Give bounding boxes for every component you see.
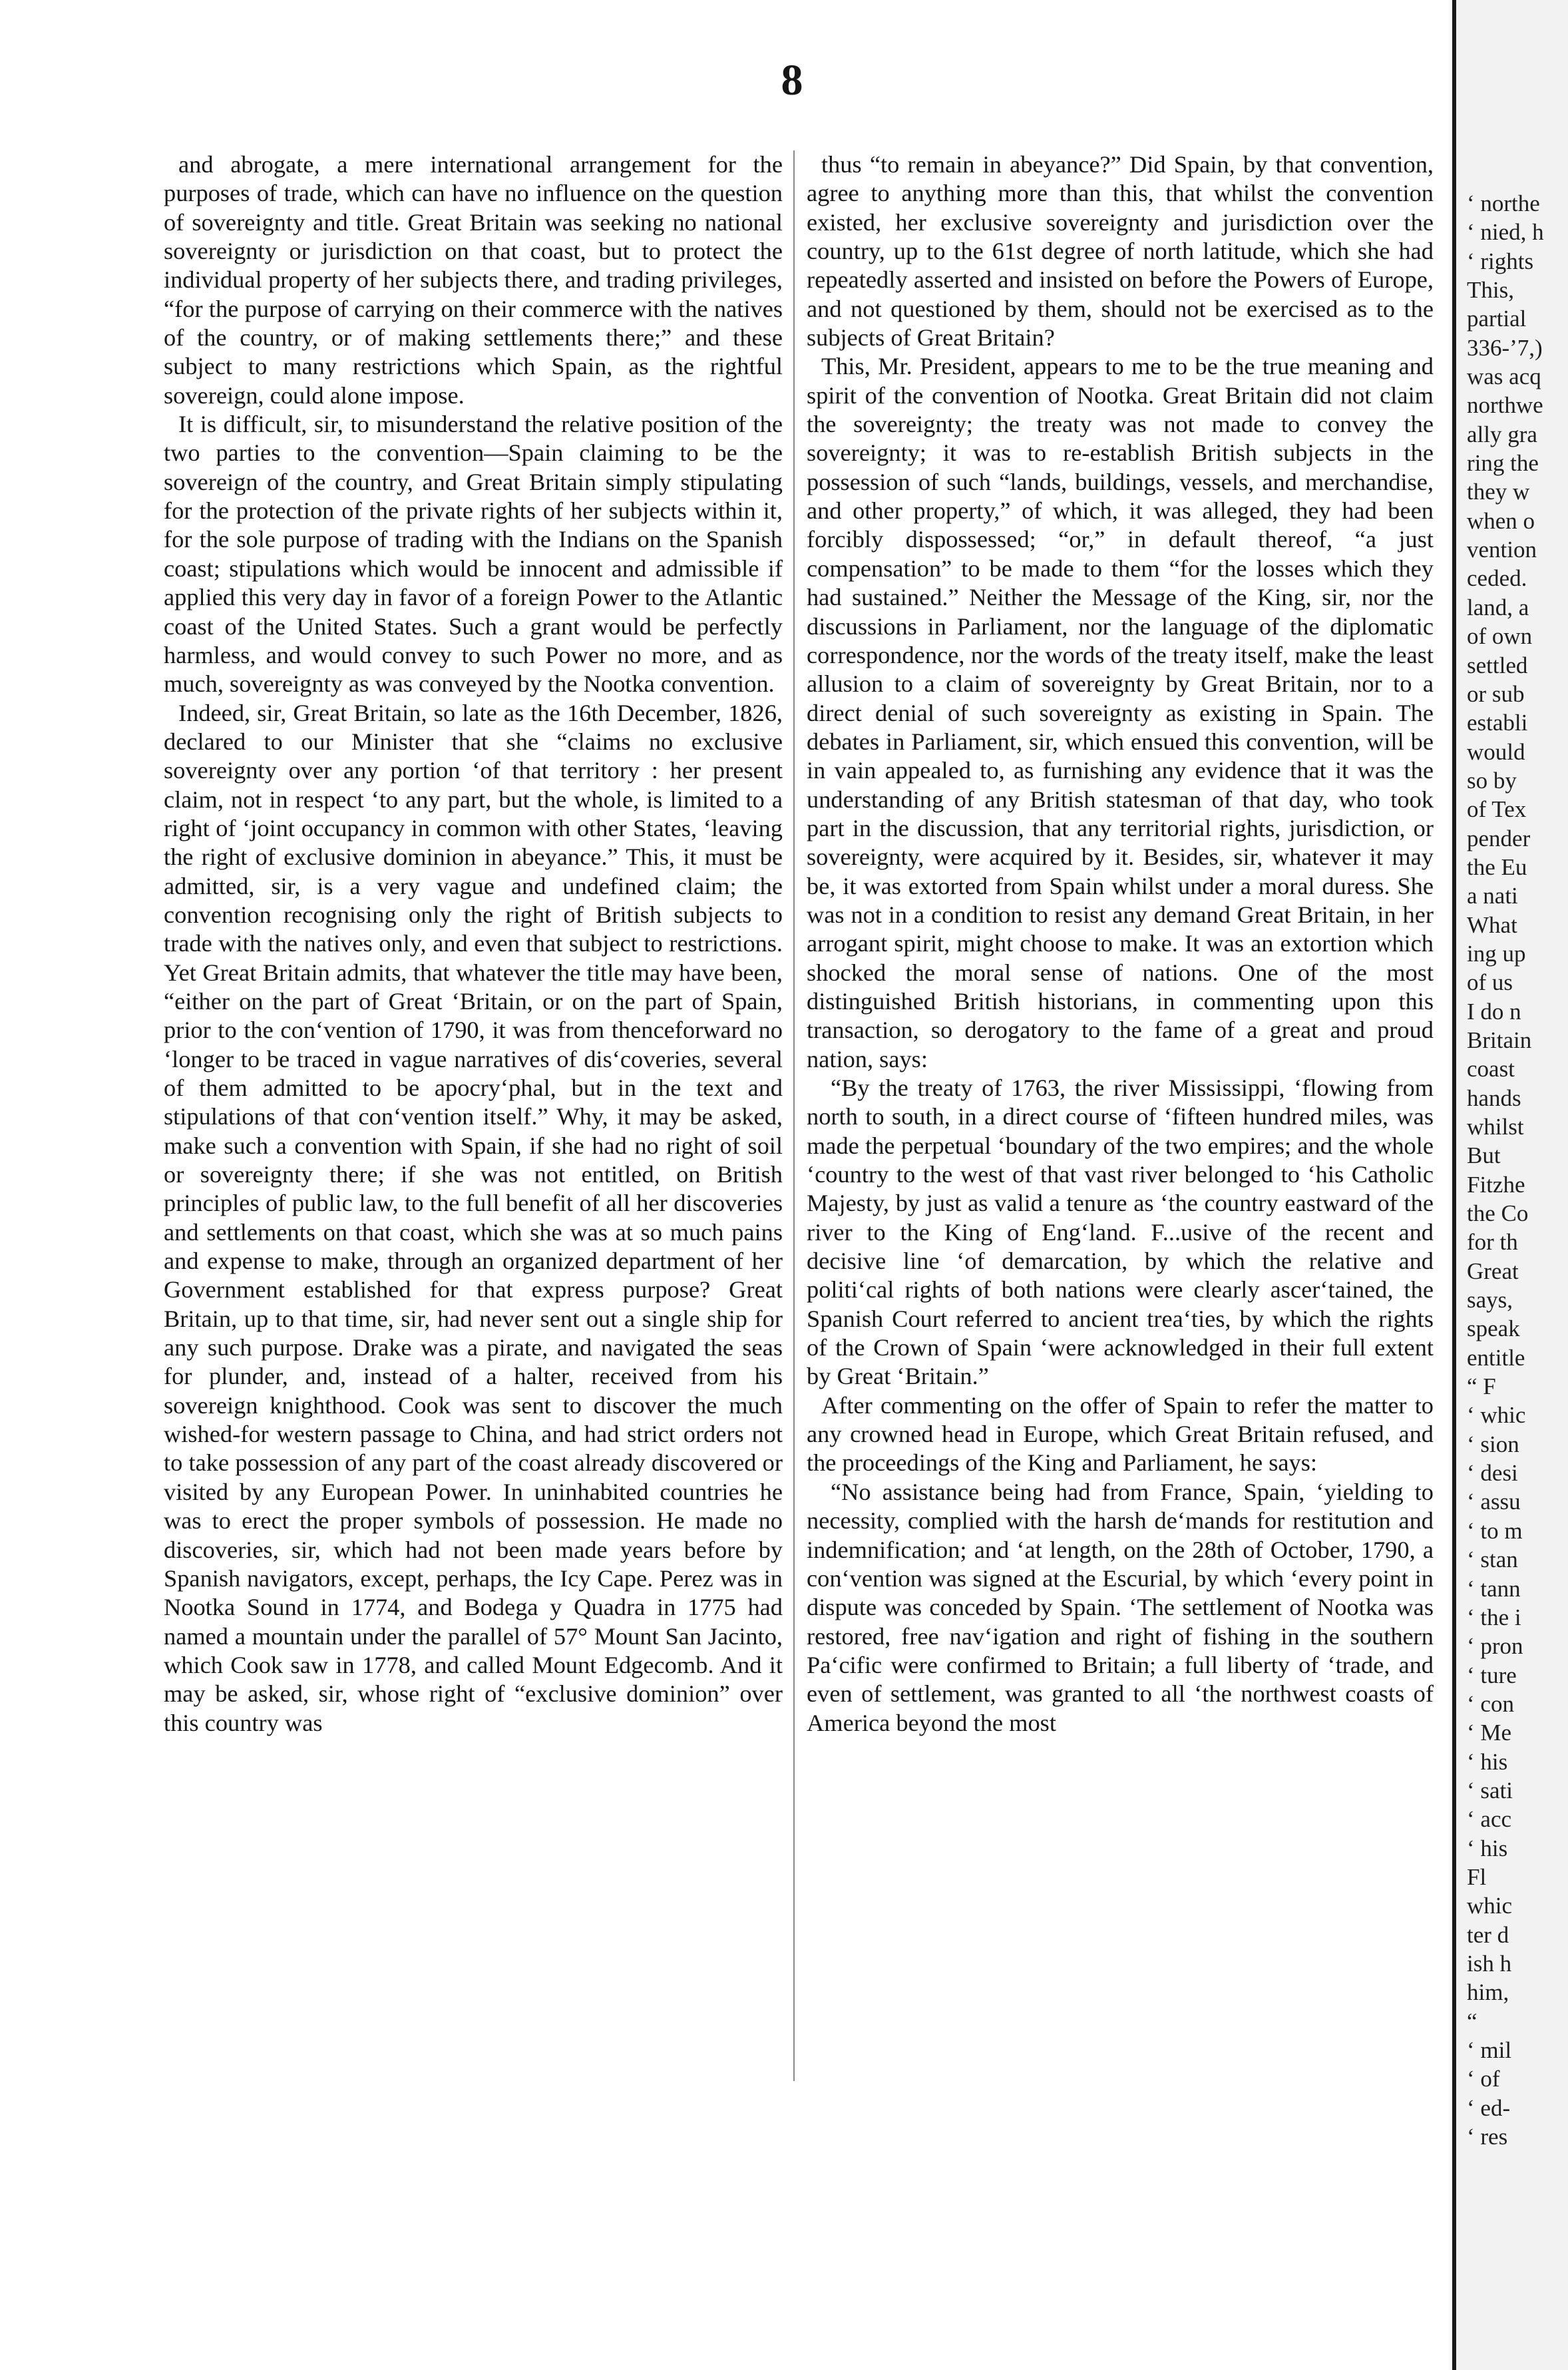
fold-fragment-line: “ — [1467, 2008, 1477, 2034]
fold-fragment-line: Fitzhe — [1467, 1171, 1525, 1198]
fold-fragment-line: This, — [1467, 277, 1514, 304]
fold-fragment-line: was acq — [1467, 363, 1541, 390]
fold-fragment-line: ‘ to m — [1467, 1517, 1523, 1544]
fold-fragment-line: Great — [1467, 1258, 1519, 1284]
facing-page-fold — [1452, 0, 1568, 2370]
fold-fragment-line: settled — [1467, 652, 1528, 678]
fold-fragment-line: of Tex — [1467, 796, 1527, 823]
fold-fragment-line: ‘ his — [1467, 1748, 1508, 1775]
fold-fragment-line: What — [1467, 911, 1517, 938]
fold-fragment-line: Britain — [1467, 1027, 1532, 1053]
fold-fragment-line: ‘ the i — [1467, 1604, 1521, 1630]
fold-fragment-line: northwe — [1467, 392, 1543, 419]
paragraph: This, Mr. President, appears to me to be the true meaning and spirit of the convention of Nootka. Great Britain did not claim the sovereignty; the treaty was not made to convey the sovereignty; it was to re-establish British subjects in the possession of such “lands, buildings, vessels, and merchandise, and other property,” of which, it was alleged, they had been forcibly dispossessed; “or,” in default thereof, “a just compensation” to be made to them “for the losses which they had sustained.” Neither the Message of the King, sir, nor the discussions in Parliament, nor the language of the diplomatic correspondence, nor the words of the treaty itself, make the least allusion to a claim of sovereignty by Great Britain, nor to a direct denial of such sovereignty as existing in Spain. The debates in Parliament, sir, which ensued this convention, will be in vain appealed to, as furnishing any evidence that it was the understanding of any British statesman of that day, who took part in the discussion, that any territorial rights, jurisdiction, or sovereignty, were acquired by it. Besides, sir, whatever it may be, it was extorted from Spain whilst under a moral duress. She was not in a condition to resist any demand Great Britain, in her arrogant spirit, might choose to make. It was an extortion which shocked the moral sense of nations. One of the most distinguished British historians, in commenting upon this transaction, so derogatory to the fame of a great and proud nation, says: — [807, 353, 1434, 1072]
fold-fragment-line: ‘ res — [1467, 2124, 1508, 2150]
fold-fragment-line: ‘ pron — [1467, 1633, 1523, 1660]
fold-fragment-line: ‘ tann — [1467, 1575, 1521, 1602]
fold-fragment-line: says, — [1467, 1287, 1513, 1313]
fold-fragment-line: ‘ ed- — [1467, 2094, 1511, 2121]
column-divider — [793, 150, 795, 2081]
fold-fragment-line: they w — [1467, 479, 1530, 505]
block-quote: “By the treaty of 1763, the river Mississippi, ‘flowing from north to south, in a direct course of ‘fifteen hundred miles, was made the perpetual ‘boundary of the two empires; and the whole ‘country to the west of that vast river belonged to ‘his Catholic Majesty, by just as valid a tenure as ‘the country eastward of the river to the King of Eng‘land. F...usive of the recent and decisive line ‘of demarcation, by which the relative and politi‘cal rights of both nations were clearly ascer‘tained, the Spanish Court referred to ancient trea‘ties, by which the rights of the Crown of Spain ‘were acknowledged in their full extent by Great ‘Britain.” — [807, 1074, 1434, 1390]
fold-fragment-line: ceded. — [1467, 565, 1527, 592]
fold-fragment-line: ‘ mil — [1467, 2037, 1512, 2063]
fold-fragment-line: But — [1467, 1142, 1501, 1169]
fold-fragment-line: ‘ stan — [1467, 1546, 1518, 1573]
fold-fragment-line: ‘ northe — [1467, 190, 1540, 216]
fold-fragment-line: ‘ sati — [1467, 1777, 1513, 1803]
fold-fragment-line: ‘ sion — [1467, 1431, 1519, 1457]
fold-fragment-line: of us — [1467, 969, 1513, 996]
fold-fragment-line: partial — [1467, 306, 1527, 332]
fold-fragment-line: hands — [1467, 1084, 1521, 1111]
fold-fragment-line: would — [1467, 738, 1525, 765]
fold-fragment-line: ter d — [1467, 1921, 1509, 1948]
fold-fragment-line: the Eu — [1467, 853, 1527, 880]
fold-fragment-line: ‘ his — [1467, 1835, 1508, 1861]
left-text-column — [164, 150, 783, 1738]
fold-fragment-line: ‘ Me — [1467, 1720, 1512, 1746]
fold-fragment-line: speak — [1467, 1315, 1520, 1342]
fold-fragment-line: ‘ con — [1467, 1690, 1514, 1717]
fold-fragment-line: ‘ acc — [1467, 1806, 1512, 1833]
middle-text-column — [807, 150, 1434, 1738]
fold-fragment-line: the Co — [1467, 1200, 1529, 1227]
fold-fragment-line: whilst — [1467, 1114, 1524, 1140]
fold-fragment-line: entitle — [1467, 1344, 1525, 1371]
fold-fragment-line: ‘ whic — [1467, 1402, 1526, 1429]
paragraph: It is difficult, sir, to misunderstand the relative position of the two parties to the convention—Spain claiming to be the sovereign of the country, and Great Britain simply stipulating for the protection of the private rights of her subjects within it, for the sole purpose of trading with the Indians on the Spanish coast; stipulations which would be innocent and admissible if applied this very day in favor of a foreign Power to the Atlantic coast of the United States. Such a grant would be perfectly harmless, and would convey to such Power no more, and as much, sovereignty as was conveyed by the Nootka convention. — [164, 411, 783, 698]
fold-fragment-line: vention — [1467, 537, 1537, 563]
fold-fragment-line: “ F — [1467, 1373, 1496, 1400]
fold-fragment-line: ally gra — [1467, 421, 1537, 447]
fold-fragment-line: 336-’7,) — [1467, 334, 1543, 361]
page-number: 8 — [781, 56, 803, 105]
fold-fragment-line: ‘ rights — [1467, 248, 1534, 274]
fold-fragment-line: ing up — [1467, 940, 1526, 967]
fold-fragment-line: so by — [1467, 767, 1517, 794]
fold-fragment-line: ‘ nied, h — [1467, 219, 1544, 246]
fold-fragment-line: for th — [1467, 1229, 1518, 1256]
facing-page-fragments — [1467, 189, 1568, 2151]
block-quote: “No assistance being had from France, Spain, ‘yielding to necessity, complied with the harsh de‘mands for restitution and indemnification; and ‘at length, on the 28th of October, 1790, a con‘vention was signed at the Escurial, by which ‘every point in dispute was conceded by Spain. ‘The settlement of Nootka was restored, free nav‘igation and right of fishing in the southern Pa‘cific were confirmed to Britain; a full liberty of ‘trade, and even of settlement, was granted to all ‘the northwest coasts of America beyond the most — [807, 1478, 1434, 1736]
paragraph: Indeed, sir, Great Britain, so late as the 16th December, 1826, declared to our Minister that she “claims no exclusive sovereignty over any portion ‘of that territory : her present claim, not in respect ‘to any part, but the whole, is limited to a right of ‘joint occupancy in common with other States, ‘leaving the right of exclusive dominion in abeyance.” This, it must be admitted, sir, is a very vague and undefined claim; the convention recognising only the right of British subjects to trade with the natives only, and even that subject to restrictions. Yet Great Britain admits, that whatever the title may have been, “either on the part of Great ‘Britain, or on the part of Spain, prior to the con‘vention of 1790, it was from thenceforward no ‘longer to be traced in vague narratives of dis‘coveries, several of them admitted to be apocry‘phal, but in the text and stipulations of that con‘vention itself.” Why, it may be asked, make such a convention with Spain, if she had no right of soil or sovereignty there; if she was not entitled, on British principles of public law, to the full benefit of all her discoveries and settlements on that coast, which she was at so much pains and expense to make, through an organized department of her Government established for that express purpose? Great Britain, up to that time, sir, had never sent out a single ship for any such purpose. Drake was a pirate, and navigated the seas for plunder, and, instead of a halter, received from his sovereign knighthood. Cook was sent to discover the much wished-for western passage to China, and had strict orders not to take possession of any part of the coast already discovered or visited by any European Power. In uninhabited countries he was to erect the proper symbols of possession. He made no discoveries, sir, which had not been made years before by Spanish navigators, except, perhaps, the Icy Cape. Perez was in Nootka Sound in 1774, and Bodega y Quadra in 1775 had named a mountain under the parallel of 57° Mount San Jacinto, which Cook saw in 1778, and called Mount Edgecomb. And it may be asked, sir, whose right of “exclusive dominion” over this country was — [164, 699, 783, 1736]
paragraph: After commenting on the offer of Spain to refer the matter to any crowned head in Europe, which Great Britain refused, and the proceedings of the King and Parliament, he says: — [807, 1391, 1434, 1477]
fold-fragment-line: I do n — [1467, 998, 1521, 1025]
fold-fragment-line: ‘ of — [1467, 2066, 1500, 2092]
paragraph: thus “to remain in abeyance?” Did Spain, by that convention, agree to anything more than this, that whilst the convention existed, her exclusive sovereignty and jurisdiction over the country, up to the 61st degree of north latitude, which she had repeatedly asserted and insisted on before the Powers of Europe, and not questioned by them, should not be exercised as to the subjects of Great Britain? — [807, 151, 1434, 352]
fold-fragment-line: a nati — [1467, 883, 1518, 909]
fold-fragment-line: land, a — [1467, 594, 1529, 620]
fold-fragment-line: pender — [1467, 825, 1531, 851]
fold-edge — [1452, 0, 1456, 2370]
fold-fragment-line: of own — [1467, 623, 1533, 650]
fold-fragment-line: ‘ assu — [1467, 1489, 1521, 1515]
fold-fragment-line: ish h — [1467, 1950, 1512, 1977]
paragraph: and abrogate, a mere international arrangement for the purposes of trade, which can have no influence on the question of sovereignty and title. Great Britain was seeking no national sovereignty or jurisdiction on that coast, but to protect the individual property of her subjects there, and trading privileges, “for the purpose of carrying on their commerce with the natives of the country, or of making settlements there;” and these subject to many restrictions which Spain, as the rightful sovereign, could alone impose. — [164, 151, 783, 409]
fold-fragment-line: ring the — [1467, 450, 1539, 477]
fold-fragment-line: ‘ desi — [1467, 1460, 1518, 1487]
fold-fragment-line: Fl — [1467, 1863, 1487, 1890]
fold-fragment-line: ‘ ture — [1467, 1662, 1517, 1688]
fold-fragment-line: him, — [1467, 1979, 1509, 2006]
fold-fragment-line: when o — [1467, 507, 1535, 534]
fold-fragment-line: or sub — [1467, 680, 1525, 707]
fold-fragment-line: coast — [1467, 1056, 1515, 1082]
fold-fragment-line: establi — [1467, 710, 1528, 736]
fold-fragment-line: whic — [1467, 1893, 1513, 1919]
